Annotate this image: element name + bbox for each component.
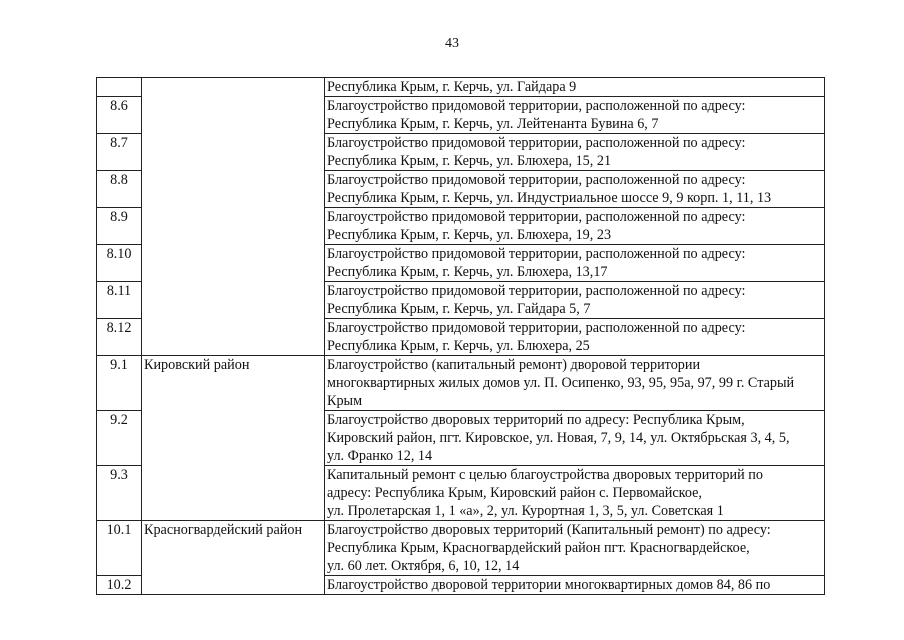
row-description <box>325 282 825 319</box>
row-number <box>97 78 142 97</box>
row-description <box>325 97 825 134</box>
works-table <box>96 77 825 595</box>
description-line: ул. Пролетарская 1, 1 «а», 2, ул. Курортная 1, 3, 5, ул. Советская 1 <box>327 503 724 519</box>
description-line: Республика Крым, г. Керчь, ул. Индустриальное шоссе 9, 9 корп. 1, 11, 13 <box>327 190 772 206</box>
description-line: Республика Крым, Красногвардейский район пгт. Красногвардейское, <box>327 540 750 556</box>
description-line: Благоустройство дворовых территорий (Капитальный ремонт) по адресу: <box>327 522 771 538</box>
description-line: Благоустройство дворовой территории многоквартирных домов 84, 86 по <box>327 577 771 593</box>
district-cell-krasnogvardeysky: Красногвардейский район <box>142 521 325 595</box>
row-number: 8.7 <box>97 134 142 171</box>
row-number: 9.1 <box>97 356 142 411</box>
district-cell-kerch <box>142 78 325 356</box>
description-line: Крым <box>327 393 363 409</box>
row-number: 8.6 <box>97 97 142 134</box>
description-line: Благоустройство придомовой территории, расположенной по адресу: <box>327 172 746 188</box>
description-line: Республика Крым, г. Керчь, ул. Блюхера, 19, 23 <box>327 227 612 243</box>
row-number: 9.3 <box>97 466 142 521</box>
row-number: 10.1 <box>97 521 142 576</box>
row-description <box>325 208 825 245</box>
description-line: Благоустройство придомовой территории, расположенной по адресу: <box>327 209 746 225</box>
description-line: Республика Крым, г. Керчь, ул. Гайдара 9 <box>327 79 577 95</box>
description-line: Благоустройство придомовой территории, расположенной по адресу: <box>327 320 746 336</box>
description-line: Республика Крым, г. Керчь, ул. Блюхера, 25 <box>327 338 590 354</box>
table-row <box>97 521 825 576</box>
row-description <box>325 171 825 208</box>
row-description <box>325 245 825 282</box>
description-line: Благоустройство (капитальный ремонт) дворовой территории <box>327 357 701 373</box>
description-line: Республика Крым, г. Керчь, ул. Гайдара 5, 7 <box>327 301 591 317</box>
description-line: Благоустройство придомовой территории, расположенной по адресу: <box>327 246 746 262</box>
row-number: 9.2 <box>97 411 142 466</box>
row-number: 8.9 <box>97 208 142 245</box>
row-number: 8.11 <box>97 282 142 319</box>
description-line: Благоустройство придомовой территории, расположенной по адресу: <box>327 135 746 151</box>
row-description <box>325 356 825 411</box>
description-line: Кировский район, пгт. Кировское, ул. Новая, 7, 9, 14, ул. Октябрьская 3, 4, 5, <box>327 430 790 446</box>
row-description <box>325 78 825 97</box>
row-number: 8.12 <box>97 319 142 356</box>
row-number: 8.10 <box>97 245 142 282</box>
table-row <box>97 78 825 97</box>
description-line: Благоустройство придомовой территории, расположенной по адресу: <box>327 98 746 114</box>
description-line: адресу: Республика Крым, Кировский район с. Первомайское, <box>327 485 702 501</box>
row-number: 10.2 <box>97 576 142 595</box>
description-line: Республика Крым, г. Керчь, ул. Лейтенанта Бувина 6, 7 <box>327 116 659 132</box>
description-line: ул. 60 лет. Октября, 6, 10, 12, 14 <box>327 558 520 574</box>
row-description <box>325 576 825 595</box>
description-line: Республика Крым, г. Керчь, ул. Блюхера, 13,17 <box>327 264 608 280</box>
row-description <box>325 319 825 356</box>
row-description <box>325 134 825 171</box>
page-number: 43 <box>445 36 459 51</box>
row-description <box>325 521 825 576</box>
row-description <box>325 466 825 521</box>
table-row <box>97 356 825 411</box>
description-line: Благоустройство дворовых территорий по адресу: Республика Крым, <box>327 412 745 428</box>
description-line: Капитальный ремонт с целью благоустройства дворовых территорий по <box>327 467 763 483</box>
description-line: Республика Крым, г. Керчь, ул. Блюхера, 15, 21 <box>327 153 612 169</box>
description-line: Благоустройство придомовой территории, расположенной по адресу: <box>327 283 746 299</box>
row-description <box>325 411 825 466</box>
district-cell-kirovsky: Кировский район <box>142 356 325 521</box>
description-line: ул. Франко 12, 14 <box>327 448 433 464</box>
row-number: 8.8 <box>97 171 142 208</box>
description-line: многоквартирных жилых домов ул. П. Осипенко, 93, 95, 95а, 97, 99 г. Старый <box>327 375 795 391</box>
